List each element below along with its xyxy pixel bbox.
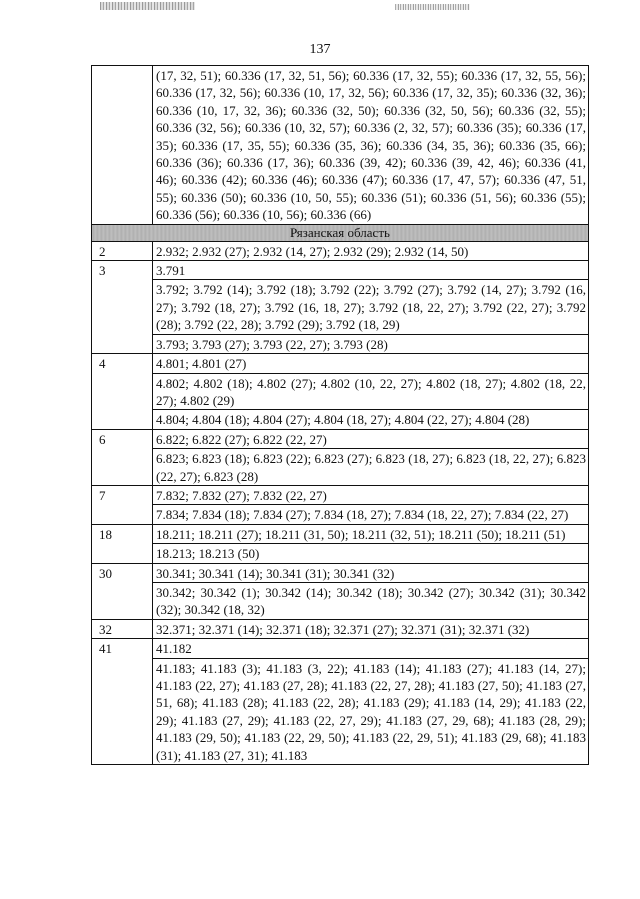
- row-codes: 7.834; 7.834 (18); 7.834 (27); 7.834 (18, 27); 7.834 (18, 22, 27); 7.834 (22, 27): [153, 505, 589, 524]
- row-number: [92, 280, 153, 334]
- row-codes: (17, 32, 51); 60.336 (17, 32, 51, 56); 60.336 (17, 32, 55); 60.336 (17, 32, 55, 56); 60.336 (17, 32, 56); 60.336 (10, 17, 32, 56); 60.336 (17, 32, 35); 60.336 (32, 36); 60.336 (10, 17, 32, 36); 60.336 (32, 50); 60.336 (32, 50, 56); 60.336 (32, 55); 60.336 (32, 56); 60.336 (10, 32, 57); 60.336 (2, 32, 57); 60.336 (35); 60.336 (17, 35); 60.336 (17, 35, 55); 60.336 (35, 36); 60.336 (34, 35, 36); 60.336 (35, 66); 60.336 (36); 60.336 (17, 36); 60.336 (39, 42); 60.336 (39, 42, 46); 60.336 (41, 46); 60.336 (42); 60.336 (46); 60.336 (47); 60.336 (17, 47, 57); 60.336 (47, 51, 55); 60.336 (50); 60.336 (10, 50, 55); 60.336 (51); 60.336 (51, 56); 60.336 (55); 60.336 (56); 60.336 (10, 56); 60.336 (66): [153, 66, 589, 225]
- row-number: [92, 658, 153, 764]
- row-codes: 6.822; 6.822 (27); 6.822 (22, 27): [153, 429, 589, 448]
- table-row: [92, 505, 589, 524]
- table-row: [92, 658, 589, 764]
- region-header-row: [92, 224, 589, 241]
- row-codes: 4.804; 4.804 (18); 4.804 (27); 4.804 (18, 27); 4.804 (22, 27); 4.804 (28): [153, 410, 589, 429]
- table-row: [92, 354, 589, 373]
- table-row: [92, 524, 589, 543]
- row-number: 6: [92, 429, 153, 448]
- table-row: [92, 241, 589, 260]
- row-codes: 41.183; 41.183 (3); 41.183 (3, 22); 41.183 (14); 41.183 (27); 41.183 (14, 27); 41.183 (22, 27); 41.183 (27, 28); 41.183 (22, 27, 28); 41.183 (27, 50); 41.183 (27, 51, 68); 41.183 (28); 41.183 (22, 28); 41.183 (29); 41.183 (14, 29); 41.183 (22, 29); 41.183 (27, 29); 41.183 (22, 27, 29); 41.183 (27, 29, 68); 41.183 (28, 29); 41.183 (29, 50); 41.183 (22, 29, 50); 41.183 (22, 29, 51); 41.183 (29, 68); 41.183 (31); 41.183 (27, 31); 41.183: [153, 658, 589, 764]
- table-row: [92, 639, 589, 658]
- row-codes: 3.792; 3.792 (14); 3.792 (18); 3.792 (22); 3.792 (27); 3.792 (14, 27); 3.792 (16, 27); 3.792 (18, 27); 3.792 (16, 18, 27); 3.792 (18, 22, 27); 3.792 (22, 27); 3.792 (28); 3.792 (22, 28); 3.792 (29); 3.792 (18, 29): [153, 280, 589, 334]
- table-row: [92, 449, 589, 486]
- region-title: Рязанская область: [92, 224, 589, 241]
- row-number: 32: [92, 619, 153, 638]
- row-codes: 4.801; 4.801 (27): [153, 354, 589, 373]
- row-number: [92, 449, 153, 486]
- table-row: [92, 429, 589, 448]
- row-codes: 18.213; 18.213 (50): [153, 544, 589, 563]
- table-row: [92, 619, 589, 638]
- table-row: [92, 544, 589, 563]
- table-row: [92, 582, 589, 619]
- table-row: [92, 410, 589, 429]
- row-number: [92, 410, 153, 429]
- table-row: [92, 66, 589, 225]
- row-codes: 6.823; 6.823 (18); 6.823 (22); 6.823 (27); 6.823 (18, 27); 6.823 (18, 22, 27); 6.823 (22, 27); 6.823 (28): [153, 449, 589, 486]
- table-row: [92, 563, 589, 582]
- page-number: 137: [309, 42, 331, 57]
- table-row: [92, 373, 589, 410]
- scan-smudge-right: [395, 4, 470, 10]
- row-number: [92, 505, 153, 524]
- table-row: [92, 280, 589, 334]
- row-codes: 30.341; 30.341 (14); 30.341 (31); 30.341 (32): [153, 563, 589, 582]
- row-codes: 4.802; 4.802 (18); 4.802 (27); 4.802 (10, 22, 27); 4.802 (18, 27); 4.802 (18, 22, 27); 4.802 (29): [153, 373, 589, 410]
- row-number: [92, 544, 153, 563]
- row-codes: 3.793; 3.793 (27); 3.793 (22, 27); 3.793 (28): [153, 334, 589, 353]
- row-number: 4: [92, 354, 153, 373]
- row-number: [92, 373, 153, 410]
- codes-table: [91, 65, 589, 765]
- row-codes: 2.932; 2.932 (27); 2.932 (14, 27); 2.932 (29); 2.932 (14, 50): [153, 241, 589, 260]
- table-row: [92, 334, 589, 353]
- row-codes: 3.791: [153, 261, 589, 280]
- table-row: [92, 261, 589, 280]
- row-number: 30: [92, 563, 153, 582]
- row-number: 7: [92, 485, 153, 504]
- row-number: [92, 66, 153, 225]
- row-codes: 30.342; 30.342 (1); 30.342 (14); 30.342 (18); 30.342 (27); 30.342 (31); 30.342 (32); 30.342 (18, 32): [153, 582, 589, 619]
- row-codes: 41.182: [153, 639, 589, 658]
- row-codes: 7.832; 7.832 (27); 7.832 (22, 27): [153, 485, 589, 504]
- row-number: 3: [92, 261, 153, 280]
- row-number: 2: [92, 241, 153, 260]
- row-number: 41: [92, 639, 153, 658]
- table-row: [92, 485, 589, 504]
- row-number: [92, 582, 153, 619]
- scan-smudge-left: [100, 2, 195, 10]
- row-codes: 32.371; 32.371 (14); 32.371 (18); 32.371 (27); 32.371 (31); 32.371 (32): [153, 619, 589, 638]
- row-number: 18: [92, 524, 153, 543]
- row-number: [92, 334, 153, 353]
- row-codes: 18.211; 18.211 (27); 18.211 (31, 50); 18.211 (32, 51); 18.211 (50); 18.211 (51): [153, 524, 589, 543]
